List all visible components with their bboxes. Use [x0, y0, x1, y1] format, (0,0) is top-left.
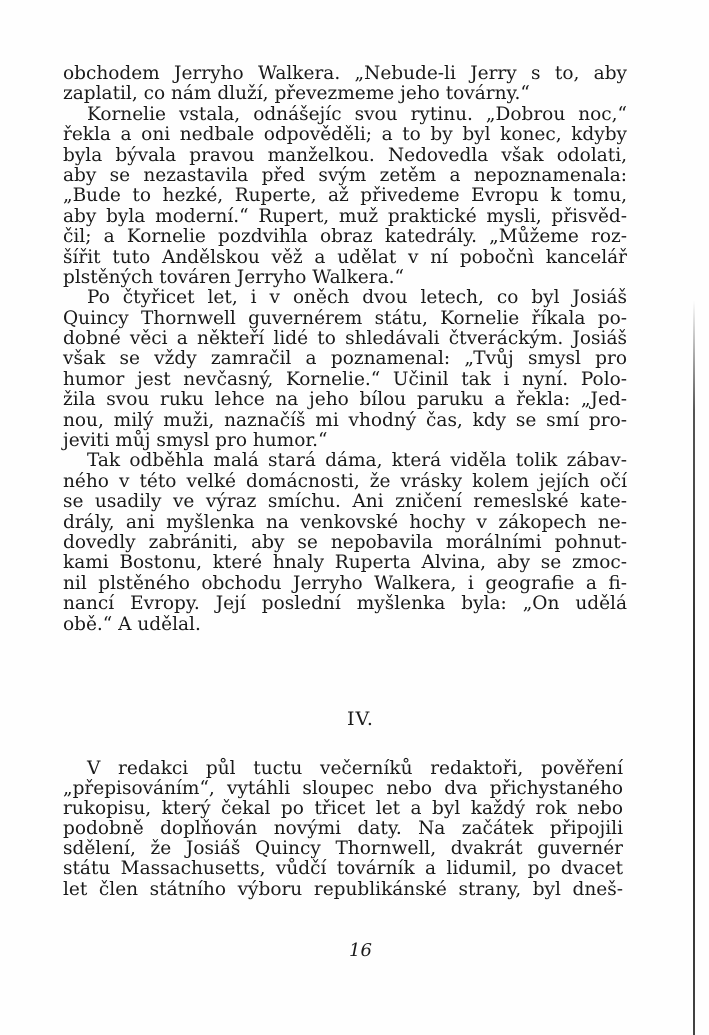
- text-line: ného v této velké domácnosti, že vrásky kolem jejích očí: [63, 470, 627, 492]
- text-line: sdělení, že Josiáš Quincy Thornwell, dvakrát guvernér: [63, 838, 623, 860]
- text-line: plstěných továren Jerryho Walkera.“: [63, 266, 404, 288]
- text-line: žila svou ruku lehce na jeho bílou paruku a řekla: „Jed-: [63, 389, 627, 411]
- text-line: šířit tuto Andělskou věž a udělat v ní pobočnì kancelář: [63, 246, 627, 268]
- page-edge-shadow: [693, 300, 695, 1035]
- text-line: státu Massachusetts, vůdčí továrník a lidumil, po dvacet: [63, 858, 623, 880]
- text-line: se usadily ve výraz smíchu. Ani zničení remeslské kate-: [63, 491, 627, 513]
- text-line: podobně doplňován novými daty. Na začátek připojili: [63, 818, 623, 840]
- text-line: Po čtyřicet let, i v oněch dvou letech, co byl Josiáš: [87, 287, 627, 309]
- text-line: drály, ani myšlenka na venkovské hochy v zákopech ne-: [63, 511, 627, 533]
- text-line: však se vždy zamračil a poznamenal: „Tvůj smysl pro: [63, 348, 627, 370]
- body-text-section-2: [63, 759, 623, 900]
- text-line: jeviti můj smysl pro humor.“: [63, 430, 328, 452]
- text-line: nil plstěného obchodu Jerryho Walkera, i geografie a fi-: [63, 572, 627, 594]
- section-heading: IV.: [347, 708, 374, 730]
- text-line: zaplatil, co nám dluží, převezmeme jeho továrny.“: [63, 83, 530, 105]
- text-line: dobné věci a někteří lidé to shledávali čtveráckým. Josiáš: [63, 328, 627, 350]
- text-line: Tak odběhla malá stará dáma, která viděla tolik zábav-: [87, 450, 627, 472]
- text-line: dovedly zabrániti, aby se nepobavila morálními pohnut-: [63, 531, 627, 553]
- text-line: obě.“ A udělal.: [63, 613, 201, 635]
- body-text-section-1: [63, 64, 627, 635]
- text-line: kami Bostonu, které hnaly Ruperta Alvina, aby se zmoc-: [63, 552, 627, 574]
- text-line: let člen státního výboru republikánské strany, byl dneš-: [63, 878, 623, 900]
- text-line: aby byla moderní.“ Rupert, muž praktické mysli, přisvěd-: [63, 205, 627, 227]
- text-line: nou, milý muži, naznačíš mi vhodný čas, kdy se smí pro-: [63, 409, 627, 431]
- text-line: řekla a oni nedbale odpověděli; a to by byl konec, kdyby: [63, 124, 627, 146]
- text-line: V redakci půl tuctu večerníků redaktoři, pověření: [87, 758, 623, 779]
- text-line: rukopisu, který čekal po třicet let a byl každý rok nebo: [63, 798, 623, 820]
- text-line: Quincy Thornwell guvernérem státu, Kornelie říkala po-: [63, 307, 627, 329]
- text-line: „přepisováním“, vytáhli sloupec nebo dva přichystaného: [63, 778, 623, 800]
- text-line: čil; a Kornelie pozdvihla obraz katedrály. „Můžeme roz-: [63, 226, 627, 248]
- text-line: Kornelie vstala, odnášejíc svou rytinu. „Dobrou noc,“: [87, 103, 627, 125]
- text-line: nancí Evropy. Její poslední myšlenka byla: „On udělá: [63, 593, 627, 615]
- text-line: „Bude to hezké, Ruperte, až přivedeme Evropu k tomu,: [63, 185, 627, 207]
- text-line: obchodem Jerryho Walkera. „Nebude-li Jerry s to, aby: [63, 63, 627, 84]
- page-number: 16: [349, 940, 372, 961]
- text-line: aby se nezastavila před svým zetěm a nepoznamenala:: [63, 164, 627, 186]
- text-line: humor jest nevčasný, Kornelie.“ Učinil tak i nyní. Polo-: [63, 368, 627, 390]
- text-line: byla bývala pravou manželkou. Nedovedla však odolati,: [63, 144, 627, 166]
